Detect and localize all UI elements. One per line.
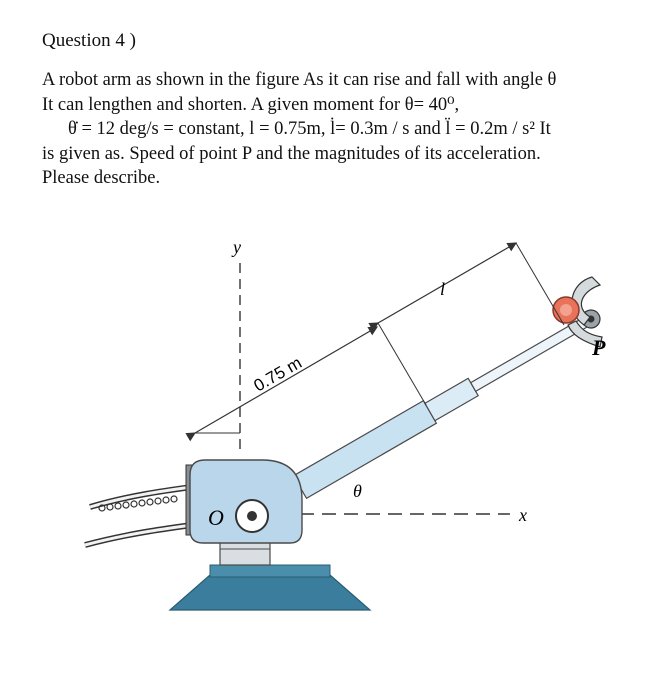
angle-label: θ <box>353 481 362 501</box>
problem-line-3: θ̇ = 12 deg/s = constant, l = 0.75m, l̇= 0.3m / s and l̈ = 0.2m / s² It <box>68 119 551 139</box>
arm-collar <box>425 378 478 420</box>
offset-dimension-label: 0.75 m <box>250 353 306 396</box>
length-dimension-line <box>378 243 516 323</box>
robot-arm-figure <box>70 225 630 665</box>
y-axis-label: y <box>233 237 241 257</box>
pedestal-base <box>170 575 370 610</box>
x-axis-label: x <box>519 505 527 525</box>
length-extension-right <box>516 243 564 325</box>
length-label: l <box>440 279 446 299</box>
problem-statement <box>42 68 622 191</box>
problem-line-2: It can lengthen and shorten. A given moment for θ= 40⁰, <box>42 94 460 115</box>
origin-label: O <box>208 505 224 530</box>
problem-line-4: is given as. Speed of point P and the magnitudes of its acceleration. <box>42 143 541 164</box>
problem-line-1: A robot arm as shown in the figure As it can rise and fall with angle θ <box>42 70 557 90</box>
gripper-tip-highlight <box>560 304 572 316</box>
pivot-center <box>247 511 257 521</box>
problem-line-5: Please describe. <box>42 168 161 188</box>
point-p-label: P <box>592 335 606 360</box>
question-title: Question 4 ) <box>42 30 136 51</box>
robot-arm <box>294 303 606 498</box>
length-extension-left <box>378 323 426 405</box>
pedestal-top <box>210 565 330 577</box>
arm-outer-tube <box>294 401 437 499</box>
